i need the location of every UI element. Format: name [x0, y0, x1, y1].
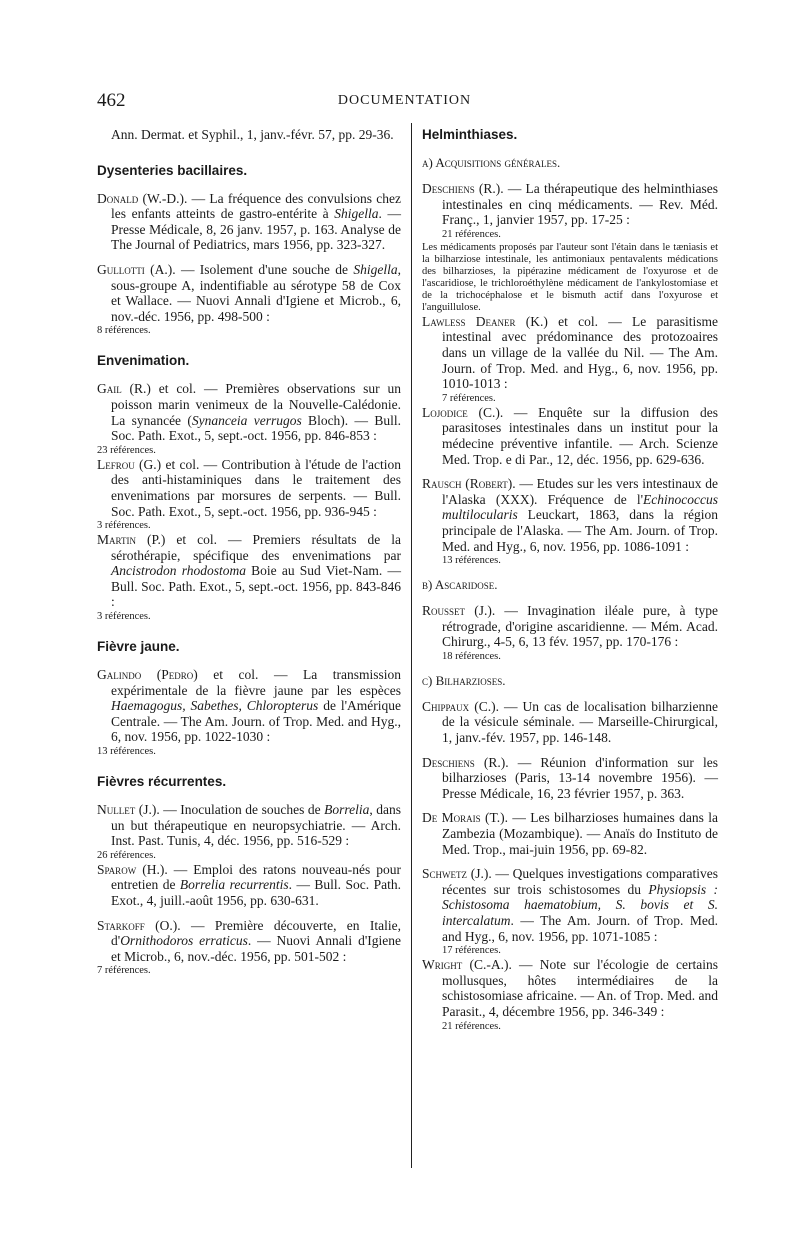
section-title: Envenimation.	[97, 353, 190, 369]
entry-italic: Haemagogus, Sabethes, Chloropterus	[111, 698, 319, 714]
reference-count: 3 références.	[97, 611, 151, 623]
entry-author: Sparow (H.).	[97, 861, 168, 877]
entry-author: Gail (R.)	[97, 381, 151, 397]
entry-text: Bloch). — Bull. Soc. Path. Exot., 5, sept.-oct. 1956, pp. 846-853 :	[111, 412, 401, 444]
entry-text: — Les bilharzioses humaines dans la Zambezia (Mozambique). — Anaïs do Instituto de Med. Trop., mai-juin 1956, pp. 69-82.	[442, 810, 719, 857]
entry-italic: Shigella	[334, 206, 379, 222]
entry-text: , sous-groupe A, indentifiable au sérotype 58 de Cox et Wallace. — Nuovi Annali d'Igiene et Microb., 6, nov.-déc. 1956, pp. 498-500 :	[111, 261, 402, 324]
entry-text: — Isolement d'une souche de	[175, 261, 354, 277]
entry-text: — Invagination iléale pure, à type rétrograde, d'origine ascaridienne. — Mém. Acad. Chirurg., 4-5, 6, 13 fév. 1957, pp. 170-176 :	[442, 603, 718, 650]
entry-text: — La thérapeutique des helminthiases intestinales en cinq médicaments. — Rev. Méd. Franç., 1, janvier 1957, pp. 17-25 :	[442, 181, 719, 228]
page-number: 462	[97, 90, 126, 111]
entry-text: . — Nuovi Annali d'Igiene et Microb., 6, nov.-déc. 1956, pp. 501-502 :	[111, 933, 401, 964]
entry-italic: Ancistrodon rhodostoma	[111, 563, 246, 579]
entry-author: Rausch (Robert).	[422, 476, 516, 492]
entry-author: Deschiens (R.).	[422, 181, 504, 196]
bibliography-entry	[422, 476, 718, 554]
bibliography-entry	[422, 866, 718, 944]
entry-italic: Synanceia verrugos	[191, 412, 302, 428]
entry-author: Starkoff (O.).	[97, 917, 181, 933]
entry-text: — Note sur l'écologie de certains mollusques, hôtes intermédiaires de la schistosomiase africaine. — An. of Trop. Med. and Parasit., 4, décembre 1956, pp. 346-349 :	[442, 957, 718, 1019]
reference-count: 21 références.	[442, 228, 501, 240]
entry-text: et col. — Contribution à l'étude de l'action des anti-histaminiques dans le traitement des envenimations par morsures de serpents. — Bull. Soc. Path. Exot., 5, sept.-oct. 1956, pp. 936-945 :	[111, 456, 401, 519]
entry-text: . — The Am. Journ. of Trop. Med. and Hyg., 6, nov. 1956, pp. 1071-1085 :	[442, 913, 718, 944]
subsection-title: b) Ascaridose.	[422, 577, 498, 593]
bibliography-entry	[97, 191, 401, 253]
entry-author: Lawless Deaner (K.)	[422, 313, 548, 329]
reference-count: 7 références.	[442, 392, 496, 404]
entry-italic: Shigella	[353, 261, 398, 277]
right-column	[422, 127, 718, 1033]
abstract-note: Les médicaments proposés par l'auteur sont l'étain dans le tæniasis et la bilharziose intestinale, les antimoniaux pentavalents médications des bilharzioses, la pipérazine médicament de l'oxyurose et de l'ascaridiose, le trichloroéthylène médicament de l'ankylostomiase et de la trichocéphalose et le bismuth actif dans l'oxyurose et l'anguillulose.	[422, 241, 718, 313]
reference-count: 26 références.	[97, 849, 156, 861]
subsection-title: c) Bilharzioses.	[422, 672, 506, 688]
entry-text: et col. — La transmission expérimentale de la fièvre jaune par les espèces	[111, 667, 401, 698]
entry-text: — Etudes sur les vers intestinaux de l'Alaska (XXX). Fréquence de l'	[442, 476, 719, 507]
reference-count: 18 références.	[442, 650, 501, 662]
entry-text: — La fréquence des convulsions chez les enfants atteints de gastro-entérite à	[111, 190, 402, 222]
entry-italic: Physiopsis : Schistosoma haematobium, S. bovis et S. intercalatum	[442, 881, 719, 928]
entry-author: Schwetz (J.).	[422, 866, 492, 882]
bibliography-entry	[97, 667, 401, 745]
bibliography-entry	[422, 181, 718, 228]
bibliography-entry	[422, 810, 718, 857]
reference-count: 23 références.	[97, 444, 156, 456]
bibliography-entry	[422, 699, 718, 746]
entry-author: Lojodice (C.).	[422, 404, 504, 420]
section-title: Fièvre jaune.	[97, 639, 180, 655]
entry-author: Nullet (J.).	[97, 802, 160, 818]
entry-text: — Enquête sur la diffusion des parasitoses intestinales dans un institut pour la médecine préventive infantile. — Arch. Scienze Med. Trop. e di Par., 12, déc. 1956, pp. 629-636.	[442, 404, 718, 467]
entry-author: Gullotti (A.).	[97, 261, 176, 277]
entry-italic: Ornithodoros erraticus	[120, 933, 248, 949]
entry-author: Deschiens (R.).	[422, 754, 509, 770]
left-column	[97, 127, 401, 977]
running-head: DOCUMENTATION	[337, 93, 472, 108]
entry-author: Lefrou (G.)	[97, 456, 162, 472]
bibliography-entry	[422, 405, 718, 467]
entry-text: et col. — Premiers résultats de la sérothérapie, spécifique des envenimations par	[111, 532, 401, 563]
entry-author: Martin (P.)	[97, 532, 166, 548]
bibliography-entry	[97, 532, 401, 610]
section-title: Fièvres récurrentes.	[97, 774, 227, 790]
bibliography-entry	[422, 957, 718, 1019]
reference-count: 7 références.	[97, 965, 151, 977]
reference-count: 21 références.	[442, 1020, 501, 1032]
bibliography-entry	[97, 802, 401, 849]
bibliography-entry	[97, 457, 401, 519]
entry-text: , dans un but thérapeutique en neuropsychiatrie. — Arch. Inst. Past. Tunis, 4, déc. 1956, pp. 516-529 :	[111, 802, 402, 849]
entry-text: — Réunion d'information sur les bilharzioses (Paris, 13-14 novembre 1956). — Presse Médicale, 16, 23 février 1957, p. 363.	[442, 754, 718, 801]
reference-count: 13 références.	[97, 746, 156, 758]
entry-text: Leuckart, 1863, dans la région principale de l'Alaska. — The Am. Journ. of Trop. Med. and Hyg., 6, nov. 1956, pp. 1086-1091 :	[442, 507, 718, 554]
entry-text: — Quelques investigations comparatives récentes sur trois schistosomes du	[442, 866, 718, 897]
column-divider	[411, 123, 412, 1168]
entry-text: . — Bull. Soc. Path. Exot., 4, juill.-août 1956, pp. 630-631.	[111, 877, 401, 908]
entry-text: . — Presse Médicale, 8, 26 janv. 1957, p. 163. Analyse de The Journal of Pediatrics, mars 1956, pp. 323-327.	[111, 206, 402, 253]
entry-italic: Borrelia recurrentis	[179, 877, 289, 893]
entry-text: — Emploi des ratons nouveau-nés pour entretien de	[111, 861, 401, 893]
bibliography-entry	[422, 755, 718, 802]
entry-author: Donald (W.-D.).	[97, 190, 188, 206]
entry-text: et col. — Le parasitisme intestinal avec prédominance des protozoaires dans un village de la vallée du Nil. — The Am. Journ. of Trop. Med. and Hyg., 6, nov. 1956, pp. 1010-1013 :	[442, 313, 718, 392]
entry-text: — Première découverte, en Italie, d'	[111, 917, 401, 949]
entry-author: De Morais (T.).	[422, 810, 509, 826]
bibliography-entry	[97, 262, 401, 324]
bibliography-entry	[422, 603, 718, 650]
entry-author: Wright (C.-A.).	[422, 957, 512, 973]
entry-text: de l'Amérique Centrale. — The Am. Journ. of Trop. Med. and Hyg., 6, nov. 1956, pp. 1022-1030 :	[111, 698, 401, 745]
section-title: Dysenteries bacillaires.	[97, 162, 248, 178]
entry-author: Rousset (J.).	[422, 603, 496, 619]
entry-italic: Borrelia	[324, 802, 370, 818]
entry-text: et col. — Premières observations sur un poisson marin venimeux de la Nouvelle-Calédonie. La synancée (	[111, 381, 401, 428]
bibliography-entry	[422, 314, 718, 392]
reference-count: 3 références.	[97, 520, 151, 532]
entry-text: — Un cas de localisation bilharzienne de la vésicule séminale. — Marseille-Chirurgical, 1, janv.-fév. 1957, pp. 146-148.	[442, 698, 718, 746]
entry-text: — Inoculation de souches de	[159, 802, 325, 818]
entry-author: Chippaux (C.).	[422, 698, 499, 714]
reference-count: 17 références.	[442, 945, 501, 957]
bibliography-entry	[97, 918, 401, 965]
entry-text: Boie au Sud Viet-Nam. — Bull. Soc. Path. Exot., 5, sept.-oct. 1956, pp. 843-846 :	[111, 563, 401, 610]
bibliography-entry	[97, 381, 401, 443]
reference-count: 13 références.	[442, 555, 501, 567]
subsection-title: a) Acquisitions générales.	[422, 155, 561, 170]
reference-count: 8 références.	[97, 325, 151, 337]
page-header	[97, 90, 712, 112]
bibliography-entry	[97, 862, 401, 909]
continued-citation: Ann. Dermat. et Syphil., 1, janv.-févr. 57, pp. 29-36.	[111, 127, 394, 142]
entry-author: Galindo (Pedro)	[97, 667, 198, 683]
entry-italic: Echinococcus multilocularis	[442, 491, 718, 523]
section-title: Helminthiases.	[422, 127, 518, 142]
